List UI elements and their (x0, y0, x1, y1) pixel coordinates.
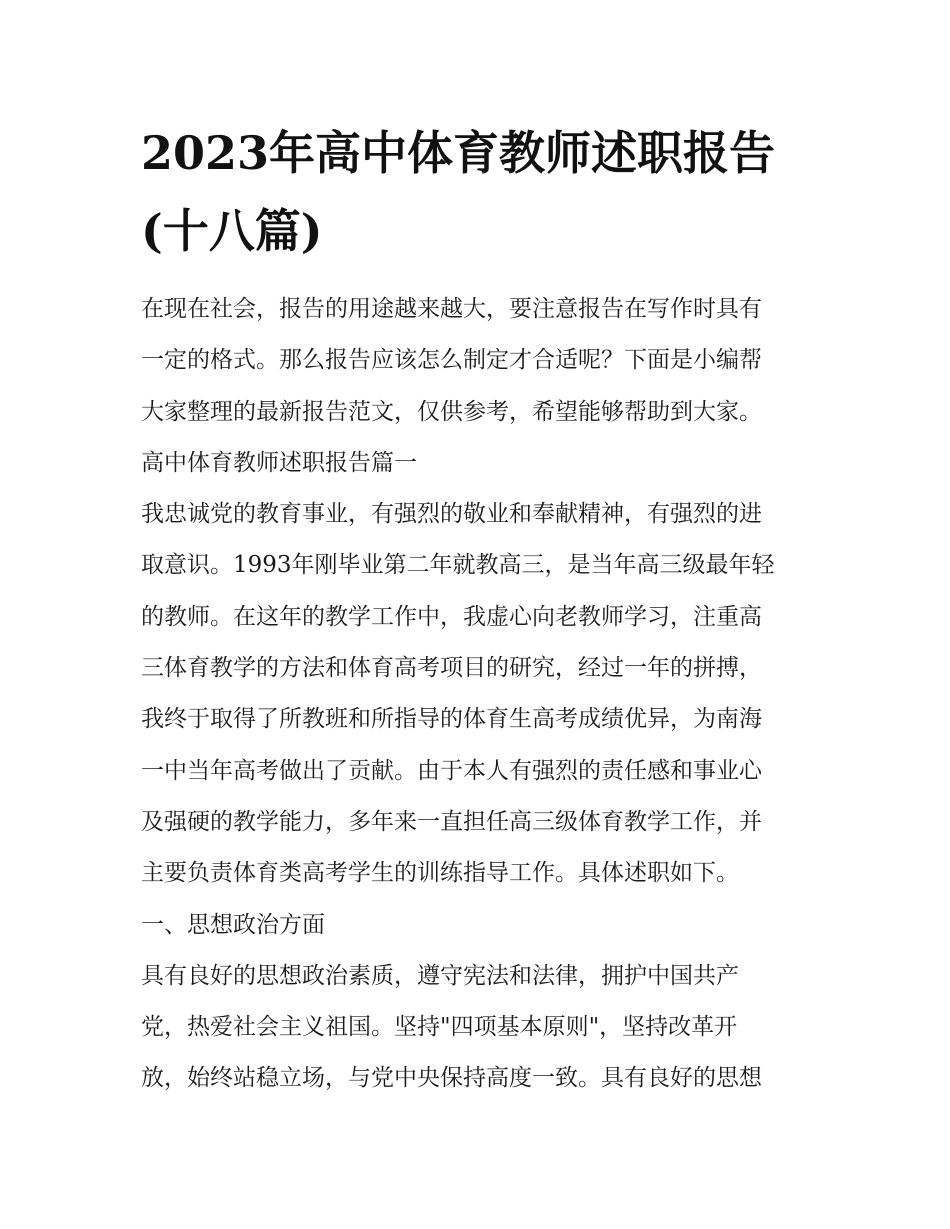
body-line: 一定的格式。那么报告应该怎么制定才合适呢？下面是小编帮 (141, 347, 762, 374)
title-line: (十八篇) (141, 204, 323, 258)
section-heading: 一、思想政治方面 (141, 911, 325, 938)
body-line: 放，始终站稳立场，与党中央保持高度一致。具有良好的思想 (141, 1065, 762, 1092)
body-line: 主要负责体育类高考学生的训练指导工作。具体述职如下。 (141, 860, 739, 887)
document-title (141, 114, 813, 270)
body-line: 大家整理的最新报告范文，仅供参考，希望能够帮助到大家。 (141, 398, 762, 425)
body-line: 我终于取得了所教班和所指导的体育生高考成绩优异，为南海 (141, 706, 762, 733)
body-line: 一中当年高考做出了贡献。由于本人有强烈的责任感和事业心 (141, 757, 762, 784)
body-line: 具有良好的思想政治素质，遵守宪法和法律，拥护中国共产 (141, 962, 739, 989)
document-content (141, 114, 813, 1105)
title-line: 2023年高中体育教师述职报告 (141, 126, 776, 180)
body-line: 取意识。1993年刚毕业第二年就教高三，是当年高三级最年轻 (141, 552, 775, 579)
section-heading: 高中体育教师述职报告篇一 (141, 449, 417, 476)
body-line: 的教师。在这年的教学工作中，我虚心向老教师学习，注重高 (141, 603, 762, 630)
body-line: 党，热爱社会主义祖国。坚持"四项基本原则"，坚持改革开 (141, 1014, 738, 1041)
body-line: 及强硬的教学能力，多年来一直担任高三级体育教学工作，并 (141, 808, 762, 835)
body-line: 我忠诚党的教育事业，有强烈的敬业和奉献精神，有强烈的进 (141, 501, 762, 528)
body-line: 在现在社会，报告的用途越来越大，要注意报告在写作时具有 (141, 296, 762, 322)
document-body (141, 284, 813, 1105)
body-line: 三体育教学的方法和体育高考项目的研究，经过一年的拼搏， (141, 655, 762, 682)
